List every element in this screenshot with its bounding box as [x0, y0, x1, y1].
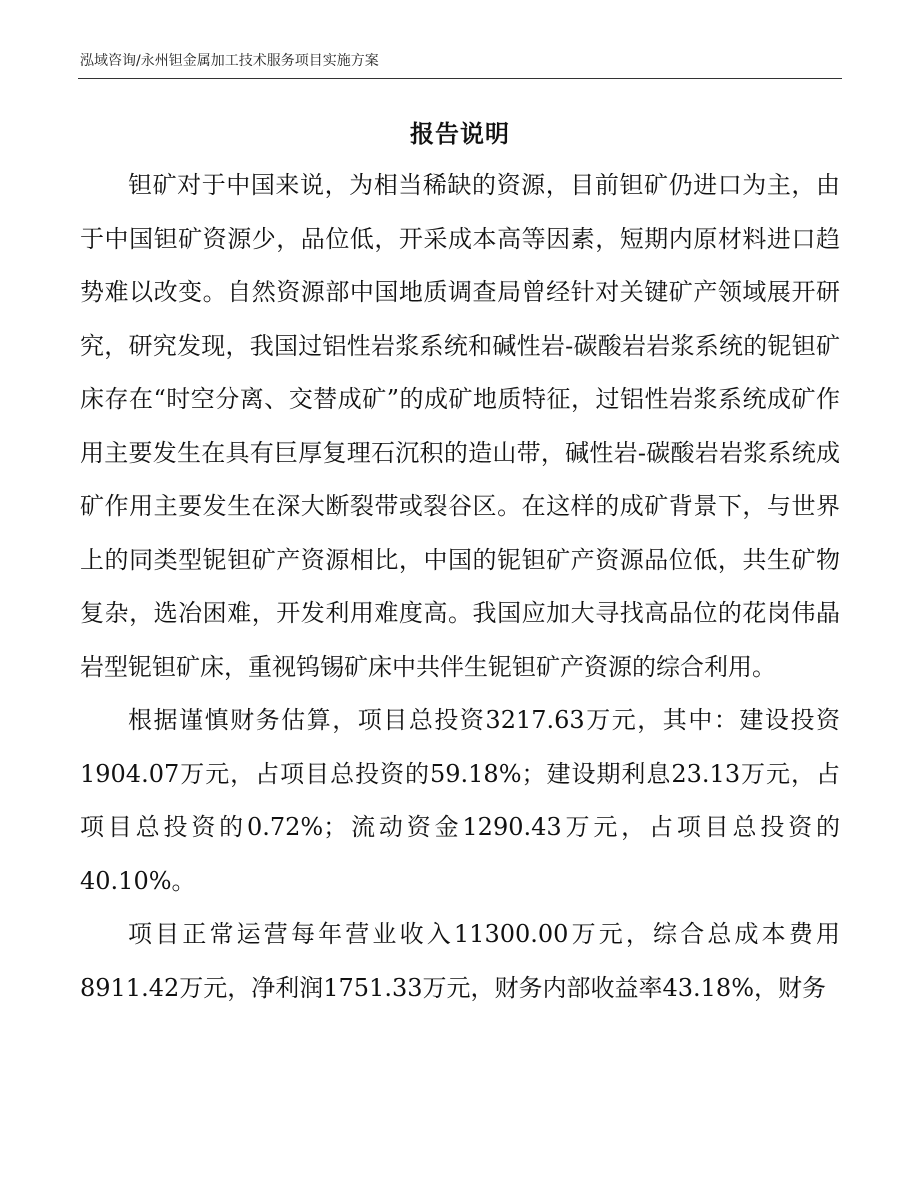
section-title: 报告说明	[410, 120, 510, 148]
paragraph-investment-estimate: 根据谨慎财务估算，项目总投资3217.63万元，其中：建设投资1904.07万元，占项目总投资的59.18%；建设期利息23.13万元，占项目总投资的0.72%；流动资金1290.43万元，占项目总投资的40.10%。	[80, 706, 840, 895]
paragraph-tantalum-background: 钽矿对于中国来说，为相当稀缺的资源，目前钽矿仍进口为主，由于中国钽矿资源少，品位低，开采成本高等因素，短期内原材料进口趋势难以改变。自然资源部中国地质调查局曾经针对关键矿产领域展开研究，研究发现，我国过铝性岩浆系统和碱性岩-碳酸岩岩浆系统的铌钽矿床存在“时空分离、交替成矿”的成矿地质特征，过铝性岩浆系统成矿作用主要发生在具有巨厚复理石沉积的造山带，碱性岩-碳酸岩岩浆系统成矿作用主要发生在深大断裂带或裂谷区。在这样的成矿背景下，与世界上的同类型铌钽矿产资源相比，中国的铌钽矿产资源品位低，共生矿物复杂，选冶困难，开发利用难度高。我国应加大寻找高品位的花岗伟晶岩型铌钽矿床，重视钨锡矿床中共伴生铌钽矿产资源的综合利用。	[80, 171, 840, 681]
document-body	[80, 159, 840, 1015]
running-header: 泓域咨询/永州钽金属加工技术服务项目实施方案	[80, 53, 379, 69]
paragraph-operating-revenue: 项目正常运营每年营业收入11300.00万元，综合总成本费用8911.42万元，净利润1751.33万元，财务内部收益率43.18%，财务	[80, 920, 840, 1002]
header-divider	[78, 78, 842, 79]
